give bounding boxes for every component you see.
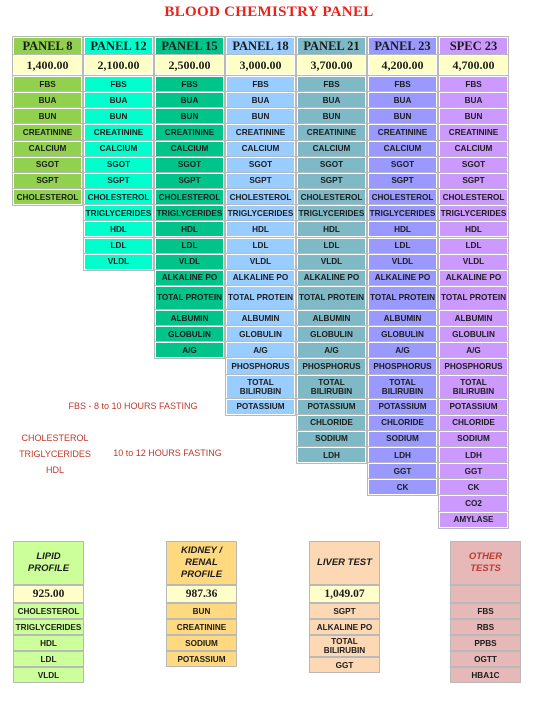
profile-price: 925.00	[13, 585, 84, 603]
panel-test-cell: HDL	[297, 221, 366, 237]
panel-price: 4,700.00	[439, 55, 508, 75]
panel-test-cell: CREATININE	[368, 124, 437, 140]
panel-test-cell: BUN	[226, 108, 295, 124]
profile-test-cell: CREATININE	[166, 619, 237, 635]
panel-test-cell: CHLORIDE	[439, 415, 508, 431]
panel-test-cell: SODIUM	[297, 431, 366, 447]
profile-test-cell: OGTT	[450, 651, 521, 667]
panel-test-cell: SGPT	[297, 173, 366, 189]
profile-test-cell: POTASSIUM	[166, 651, 237, 667]
panel-test-cell: CALCIUM	[368, 141, 437, 157]
panel-test-cell: FBS	[84, 76, 153, 92]
panel-test-cell: VLDL	[297, 254, 366, 270]
profile-test-cell: LDL	[13, 651, 84, 667]
profile-price: 987.36	[166, 585, 237, 603]
panel-test-cell: BUA	[368, 92, 437, 108]
panel-test-cell: SODIUM	[368, 431, 437, 447]
panel-test-cell: CHOLESTEROL	[84, 189, 153, 205]
profile-price	[450, 585, 521, 603]
profile-test-cell: CHOLESTEROL	[13, 603, 84, 619]
profile-test-cell: SODIUM	[166, 635, 237, 651]
panel-test-cell: TOTAL PROTEIN	[368, 286, 437, 310]
panel-test-cell: SGPT	[13, 173, 82, 189]
panel-test-cell: CHLORIDE	[368, 415, 437, 431]
panel-test-cell: LDL	[439, 238, 508, 254]
fbs-fasting-note: FBS - 8 to 10 HOURS FASTING	[68, 401, 198, 411]
panel-test-cell: AMYLASE	[439, 512, 508, 528]
panel-test-cell: CREATININE	[297, 124, 366, 140]
panel-test-cell: FBS	[226, 76, 295, 92]
panel-test-cell: GGT	[439, 463, 508, 479]
panel-test-cell: TOTAL BILIRUBIN	[226, 375, 295, 399]
panel-test-cell: TOTAL BILIRUBIN	[368, 375, 437, 399]
panel-name: PANEL 18	[226, 37, 295, 55]
profile-price: 1,049.07	[309, 585, 380, 603]
panel-test-cell: SGPT	[226, 173, 295, 189]
panel-test-cell: ALBUMIN	[297, 310, 366, 326]
panel-test-cell: CALCIUM	[297, 141, 366, 157]
panel-test-cell: ALBUMIN	[368, 310, 437, 326]
profile-name: OTHER TESTS	[450, 541, 521, 585]
panel-test-cell: CALCIUM	[226, 141, 295, 157]
panel-test-cell: A/G	[297, 342, 366, 358]
panel-test-cell: GLOBULIN	[297, 326, 366, 342]
panel-test-cell: FBS	[368, 76, 437, 92]
panel-test-cell: CHOLESTEROL	[368, 189, 437, 205]
panel-test-cell: VLDL	[84, 254, 153, 270]
panel-test-cell: BUN	[297, 108, 366, 124]
lipid-tests-note	[14, 430, 96, 478]
panel-test-cell: ALBUMIN	[226, 310, 295, 326]
panel-test-cell: HDL	[155, 221, 224, 237]
panel-test-cell: TOTAL PROTEIN	[226, 286, 295, 310]
panel-test-cell: LDL	[155, 238, 224, 254]
panel-test-cell: GGT	[368, 463, 437, 479]
panel-test-cell: SGPT	[84, 173, 153, 189]
profile-test-cell: SGPT	[309, 603, 380, 619]
panel-test-cell: PHOSPHORUS	[297, 358, 366, 374]
panel-price: 2,100.00	[84, 55, 153, 75]
panel-test-cell: TRIGLYCERIDES	[226, 205, 295, 221]
panel-name: PANEL 8	[13, 37, 82, 55]
panel-test-cell: A/G	[439, 342, 508, 358]
profile-test-cell: HBA1C	[450, 667, 521, 683]
panel-test-cell: SGOT	[155, 157, 224, 173]
panel-test-cell: HDL	[226, 221, 295, 237]
panel-test-cell: A/G	[368, 342, 437, 358]
panel-test-cell: CHOLESTEROL	[13, 189, 82, 205]
panel-name: PANEL 21	[297, 37, 366, 55]
panel-test-cell: FBS	[297, 76, 366, 92]
panel-test-cell: ALKALINE PO	[368, 270, 437, 286]
panel-test-cell: BUA	[13, 92, 82, 108]
panel-test-cell: SGOT	[84, 157, 153, 173]
panel-test-cell: CALCIUM	[155, 141, 224, 157]
panel-test-cell: SGOT	[439, 157, 508, 173]
panel-name: SPEC 23	[439, 37, 508, 55]
panel-test-cell: TRIGLYCERIDES	[84, 205, 153, 221]
profile-test-cell: TOTAL BILIRUBIN	[309, 635, 380, 657]
panel-test-cell: BUN	[439, 108, 508, 124]
panel-price: 3,000.00	[226, 55, 295, 75]
profile-test-cell: GGT	[309, 657, 380, 673]
panel-test-cell: ALKALINE PO	[439, 270, 508, 286]
panel-test-cell: LDL	[84, 238, 153, 254]
panel-test-cell: VLDL	[155, 254, 224, 270]
panel-test-cell: LDL	[368, 238, 437, 254]
panel-test-cell: PHOSPHORUS	[439, 358, 508, 374]
panel-test-cell: POTASSIUM	[297, 399, 366, 415]
panel-price: 2,500.00	[155, 55, 224, 75]
panel-test-cell: CHLORIDE	[297, 415, 366, 431]
panel-test-cell: PHOSPHORUS	[226, 358, 295, 374]
panel-name: PANEL 23	[368, 37, 437, 55]
panel-test-cell: CREATININE	[439, 124, 508, 140]
panel-test-cell: CREATININE	[84, 124, 153, 140]
panel-test-cell: ALBUMIN	[439, 310, 508, 326]
panel-test-cell: VLDL	[226, 254, 295, 270]
panel-test-cell: FBS	[13, 76, 82, 92]
panel-test-cell: SGOT	[368, 157, 437, 173]
panel-test-cell: CHOLESTEROL	[226, 189, 295, 205]
panel-test-cell: TRIGLYCERIDES	[439, 205, 508, 221]
panel-test-cell: SGOT	[226, 157, 295, 173]
lipid-note-line: TRIGLYCERIDES	[19, 449, 91, 459]
panel-test-cell: CHOLESTEROL	[439, 189, 508, 205]
panel-test-cell: CO2	[439, 495, 508, 511]
panel-test-cell: CALCIUM	[84, 141, 153, 157]
panel-test-cell: BUN	[368, 108, 437, 124]
panel-test-cell: TOTAL BILIRUBIN	[439, 375, 508, 399]
panel-test-cell: LDH	[297, 447, 366, 463]
panel-test-cell: BUA	[155, 92, 224, 108]
panel-test-cell: BUA	[439, 92, 508, 108]
profile-name: KIDNEY / RENAL PROFILE	[166, 541, 237, 585]
panel-test-cell: CK	[368, 479, 437, 495]
panel-test-cell: VLDL	[439, 254, 508, 270]
panel-test-cell: BUN	[13, 108, 82, 124]
panel-test-cell: CHOLESTEROL	[297, 189, 366, 205]
profile-test-cell: HDL	[13, 635, 84, 651]
panel-test-cell: ALKALINE PO	[155, 270, 224, 286]
profile-name: LIVER TEST	[309, 541, 380, 585]
panel-test-cell: TRIGLYCERIDES	[155, 205, 224, 221]
panel-test-cell: A/G	[155, 342, 224, 358]
panel-test-cell: POTASSIUM	[439, 399, 508, 415]
panel-test-cell: GLOBULIN	[439, 326, 508, 342]
profile-test-cell: RBS	[450, 619, 521, 635]
panel-test-cell: HDL	[84, 221, 153, 237]
panel-test-cell: FBS	[155, 76, 224, 92]
panel-price: 3,700.00	[297, 55, 366, 75]
panel-test-cell: ALKALINE PO	[297, 270, 366, 286]
lipid-fasting-note: 10 to 12 HOURS FASTING	[113, 448, 222, 458]
profile-test-cell: ALKALINE PO	[309, 619, 380, 635]
panel-test-cell: CREATININE	[13, 124, 82, 140]
panel-test-cell: SGPT	[155, 173, 224, 189]
panel-name: PANEL 15	[155, 37, 224, 55]
panel-test-cell: SGOT	[297, 157, 366, 173]
panel-test-cell: POTASSIUM	[226, 399, 295, 415]
page-title: BLOOD CHEMISTRY PANEL	[164, 4, 374, 20]
lipid-note-line: HDL	[45, 465, 64, 475]
panel-price: 4,200.00	[368, 55, 437, 75]
panel-test-cell: VLDL	[368, 254, 437, 270]
panel-test-cell: SGOT	[13, 157, 82, 173]
panel-test-cell: GLOBULIN	[368, 326, 437, 342]
panel-test-cell: BUA	[297, 92, 366, 108]
profile-test-cell: VLDL	[13, 667, 84, 683]
panel-test-cell: FBS	[439, 76, 508, 92]
panel-test-cell: CK	[439, 479, 508, 495]
panel-test-cell: A/G	[226, 342, 295, 358]
panel-test-cell: BUA	[84, 92, 153, 108]
panel-test-cell: CREATININE	[226, 124, 295, 140]
panel-test-cell: CALCIUM	[439, 141, 508, 157]
panel-test-cell: TOTAL PROTEIN	[439, 286, 508, 310]
profile-name: LIPID PROFILE	[13, 541, 84, 585]
panel-test-cell: TOTAL PROTEIN	[155, 286, 224, 310]
panel-test-cell: CALCIUM	[13, 141, 82, 157]
panel-test-cell: ALBUMIN	[155, 310, 224, 326]
panel-test-cell: TRIGLYCERIDES	[297, 205, 366, 221]
panel-test-cell: ALKALINE PO	[226, 270, 295, 286]
panel-test-cell: SODIUM	[439, 431, 508, 447]
panel-test-cell: TOTAL PROTEIN	[297, 286, 366, 310]
profile-test-cell: BUN	[166, 603, 237, 619]
panel-test-cell: GLOBULIN	[155, 326, 224, 342]
profile-test-cell: FBS	[450, 603, 521, 619]
panel-test-cell: LDH	[439, 447, 508, 463]
panel-test-cell: POTASSIUM	[368, 399, 437, 415]
panel-test-cell: HDL	[368, 221, 437, 237]
panel-test-cell: LDL	[226, 238, 295, 254]
lipid-note-line: CHOLESTEROL	[21, 433, 89, 443]
panel-test-cell: BUN	[155, 108, 224, 124]
profile-test-cell: PPBS	[450, 635, 521, 651]
panel-test-cell: GLOBULIN	[226, 326, 295, 342]
panel-test-cell: CREATININE	[155, 124, 224, 140]
panel-test-cell: SGPT	[439, 173, 508, 189]
panel-test-cell: TOTAL BILIRUBIN	[297, 375, 366, 399]
profile-test-cell: TRIGLYCERIDES	[13, 619, 84, 635]
panel-test-cell: LDH	[368, 447, 437, 463]
panel-price: 1,400.00	[13, 55, 82, 75]
panel-test-cell: PHOSPHORUS	[368, 358, 437, 374]
panel-test-cell: LDL	[297, 238, 366, 254]
panel-test-cell: BUA	[226, 92, 295, 108]
panel-name: PANEL 12	[84, 37, 153, 55]
panel-test-cell: TRIGLYCERIDES	[368, 205, 437, 221]
panel-test-cell: SGPT	[368, 173, 437, 189]
panel-test-cell: CHOLESTEROL	[155, 189, 224, 205]
panel-test-cell: HDL	[439, 221, 508, 237]
panel-test-cell: BUN	[84, 108, 153, 124]
